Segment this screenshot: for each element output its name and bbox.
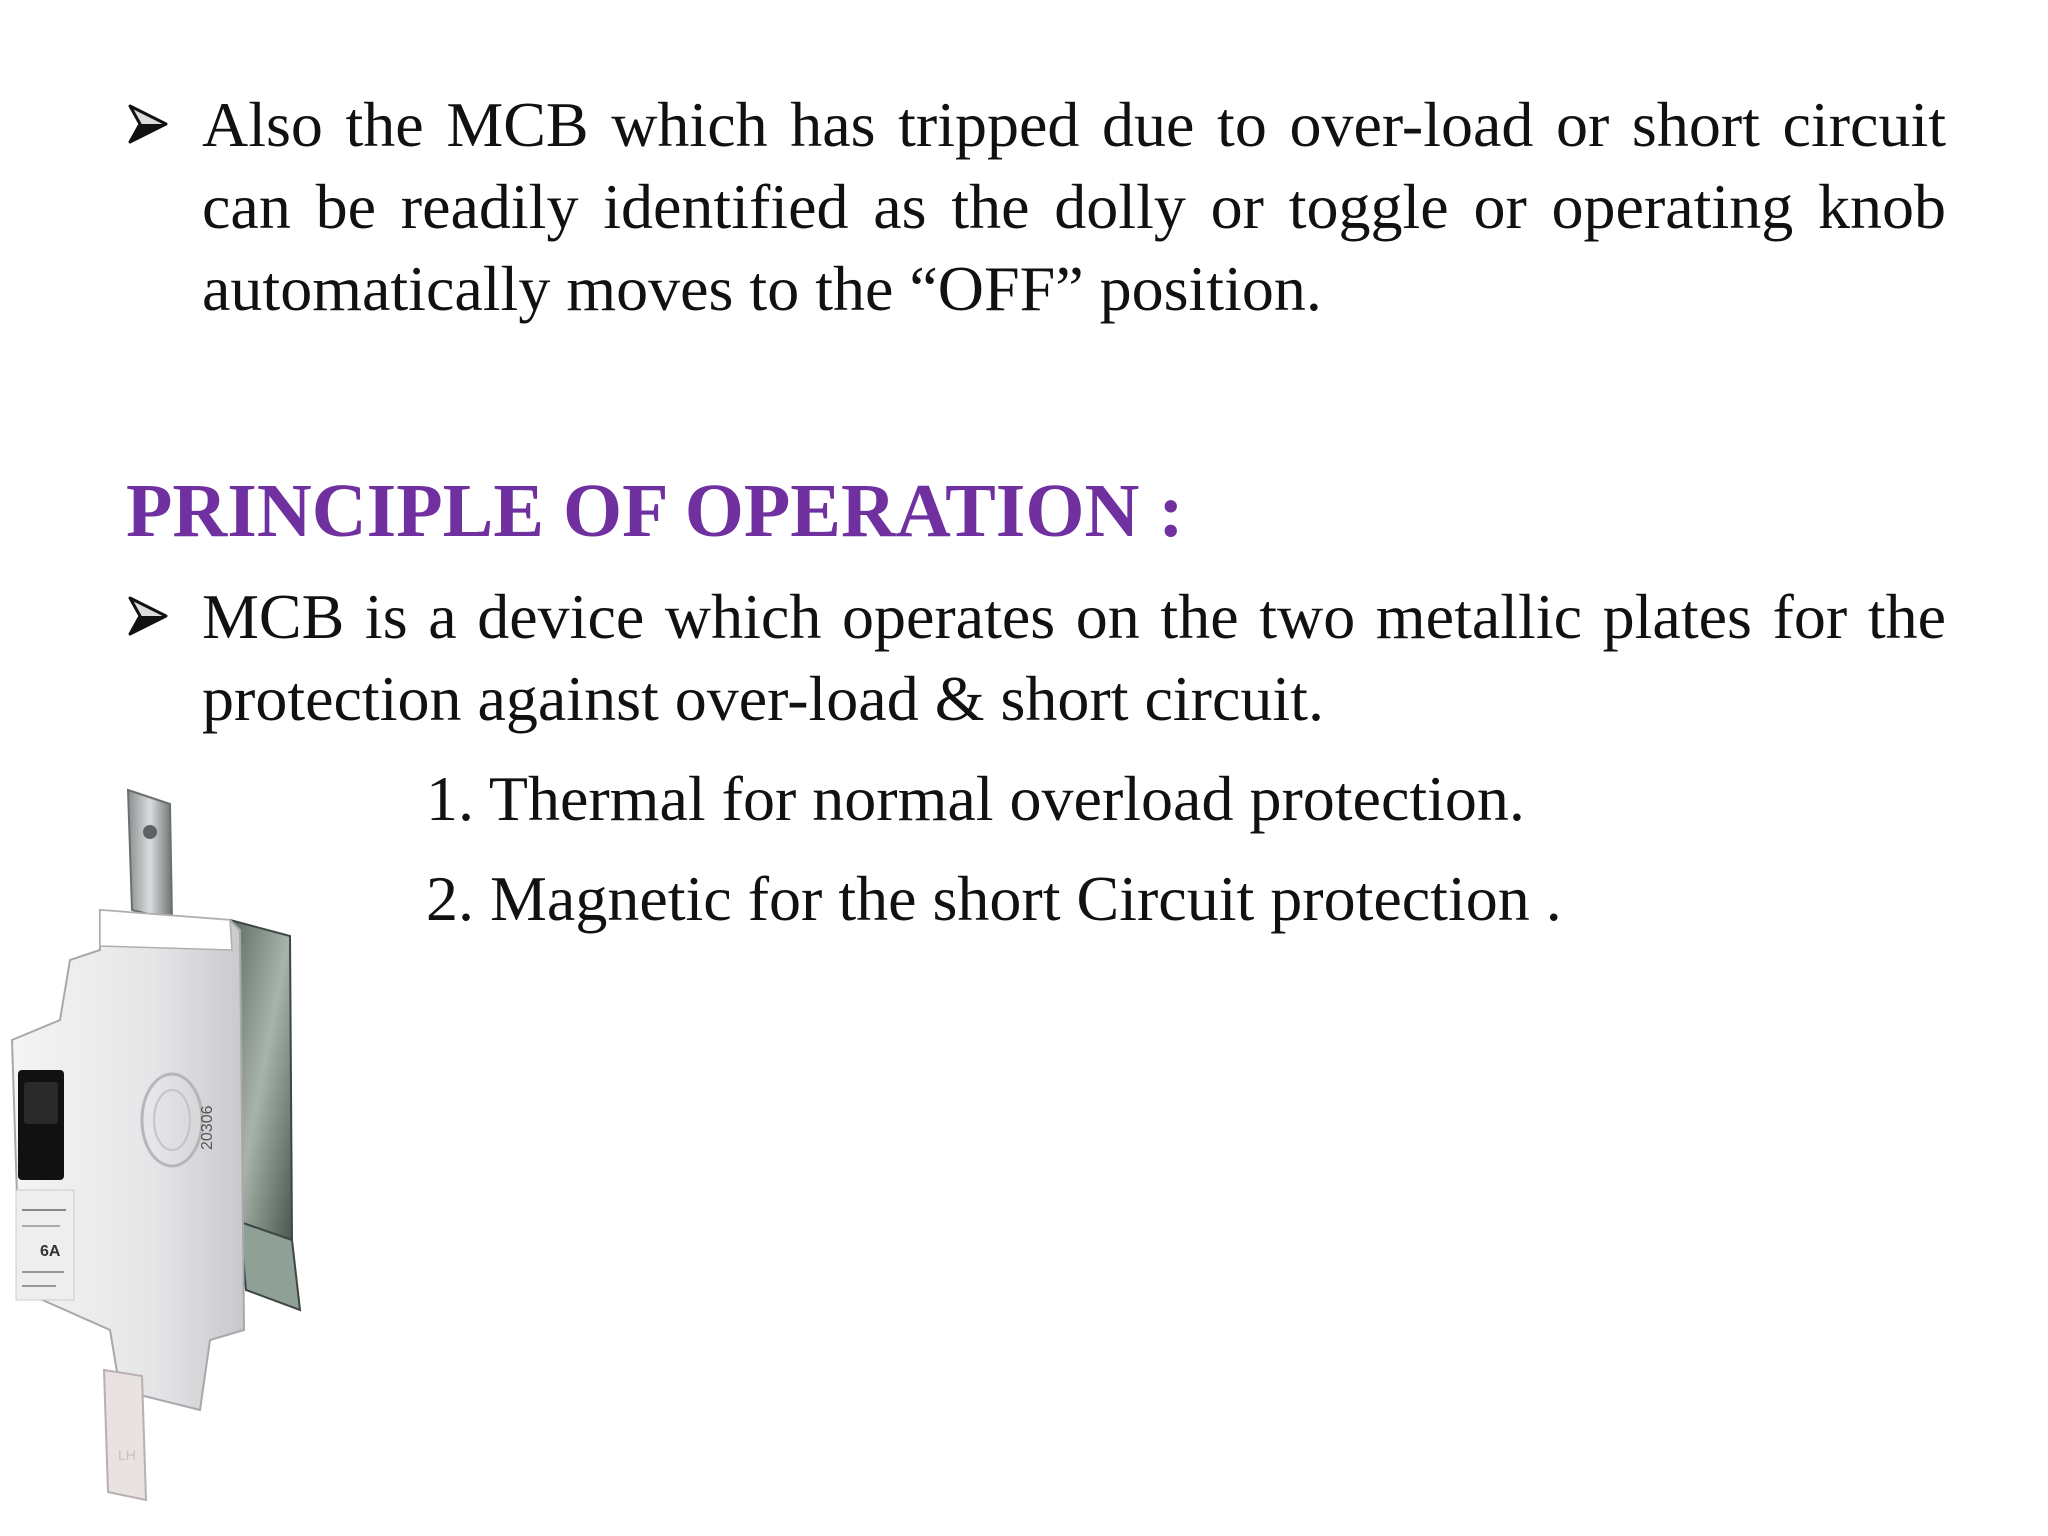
mcb-breaker-image	[0, 770, 320, 1510]
rating-label: 6A	[40, 1243, 61, 1260]
list-item: 2. Magnetic for the short Circuit protection .	[426, 863, 1562, 934]
section-heading: PRINCIPLE OF OPERATION :	[126, 469, 1184, 553]
bullet-text: MCB is a device which operates on the two metallic plates for the protection against over-load & short circuit.	[202, 581, 1946, 734]
arrow-bullet-icon	[126, 576, 202, 656]
bullet-item	[126, 576, 1946, 740]
list-item: 1. Thermal for normal overload protection.	[426, 763, 1525, 834]
bullet-text: Also the MCB which has tripped due to over-load or short circuit can be readily identified as the dolly or toggle or operating knob automatically moves to the “OFF” position.	[202, 89, 1946, 324]
side-code: 20306	[199, 1105, 216, 1150]
bullet-item	[126, 84, 1946, 330]
svg-text:LH: LH	[118, 1447, 136, 1463]
arrow-bullet-icon	[126, 84, 202, 164]
